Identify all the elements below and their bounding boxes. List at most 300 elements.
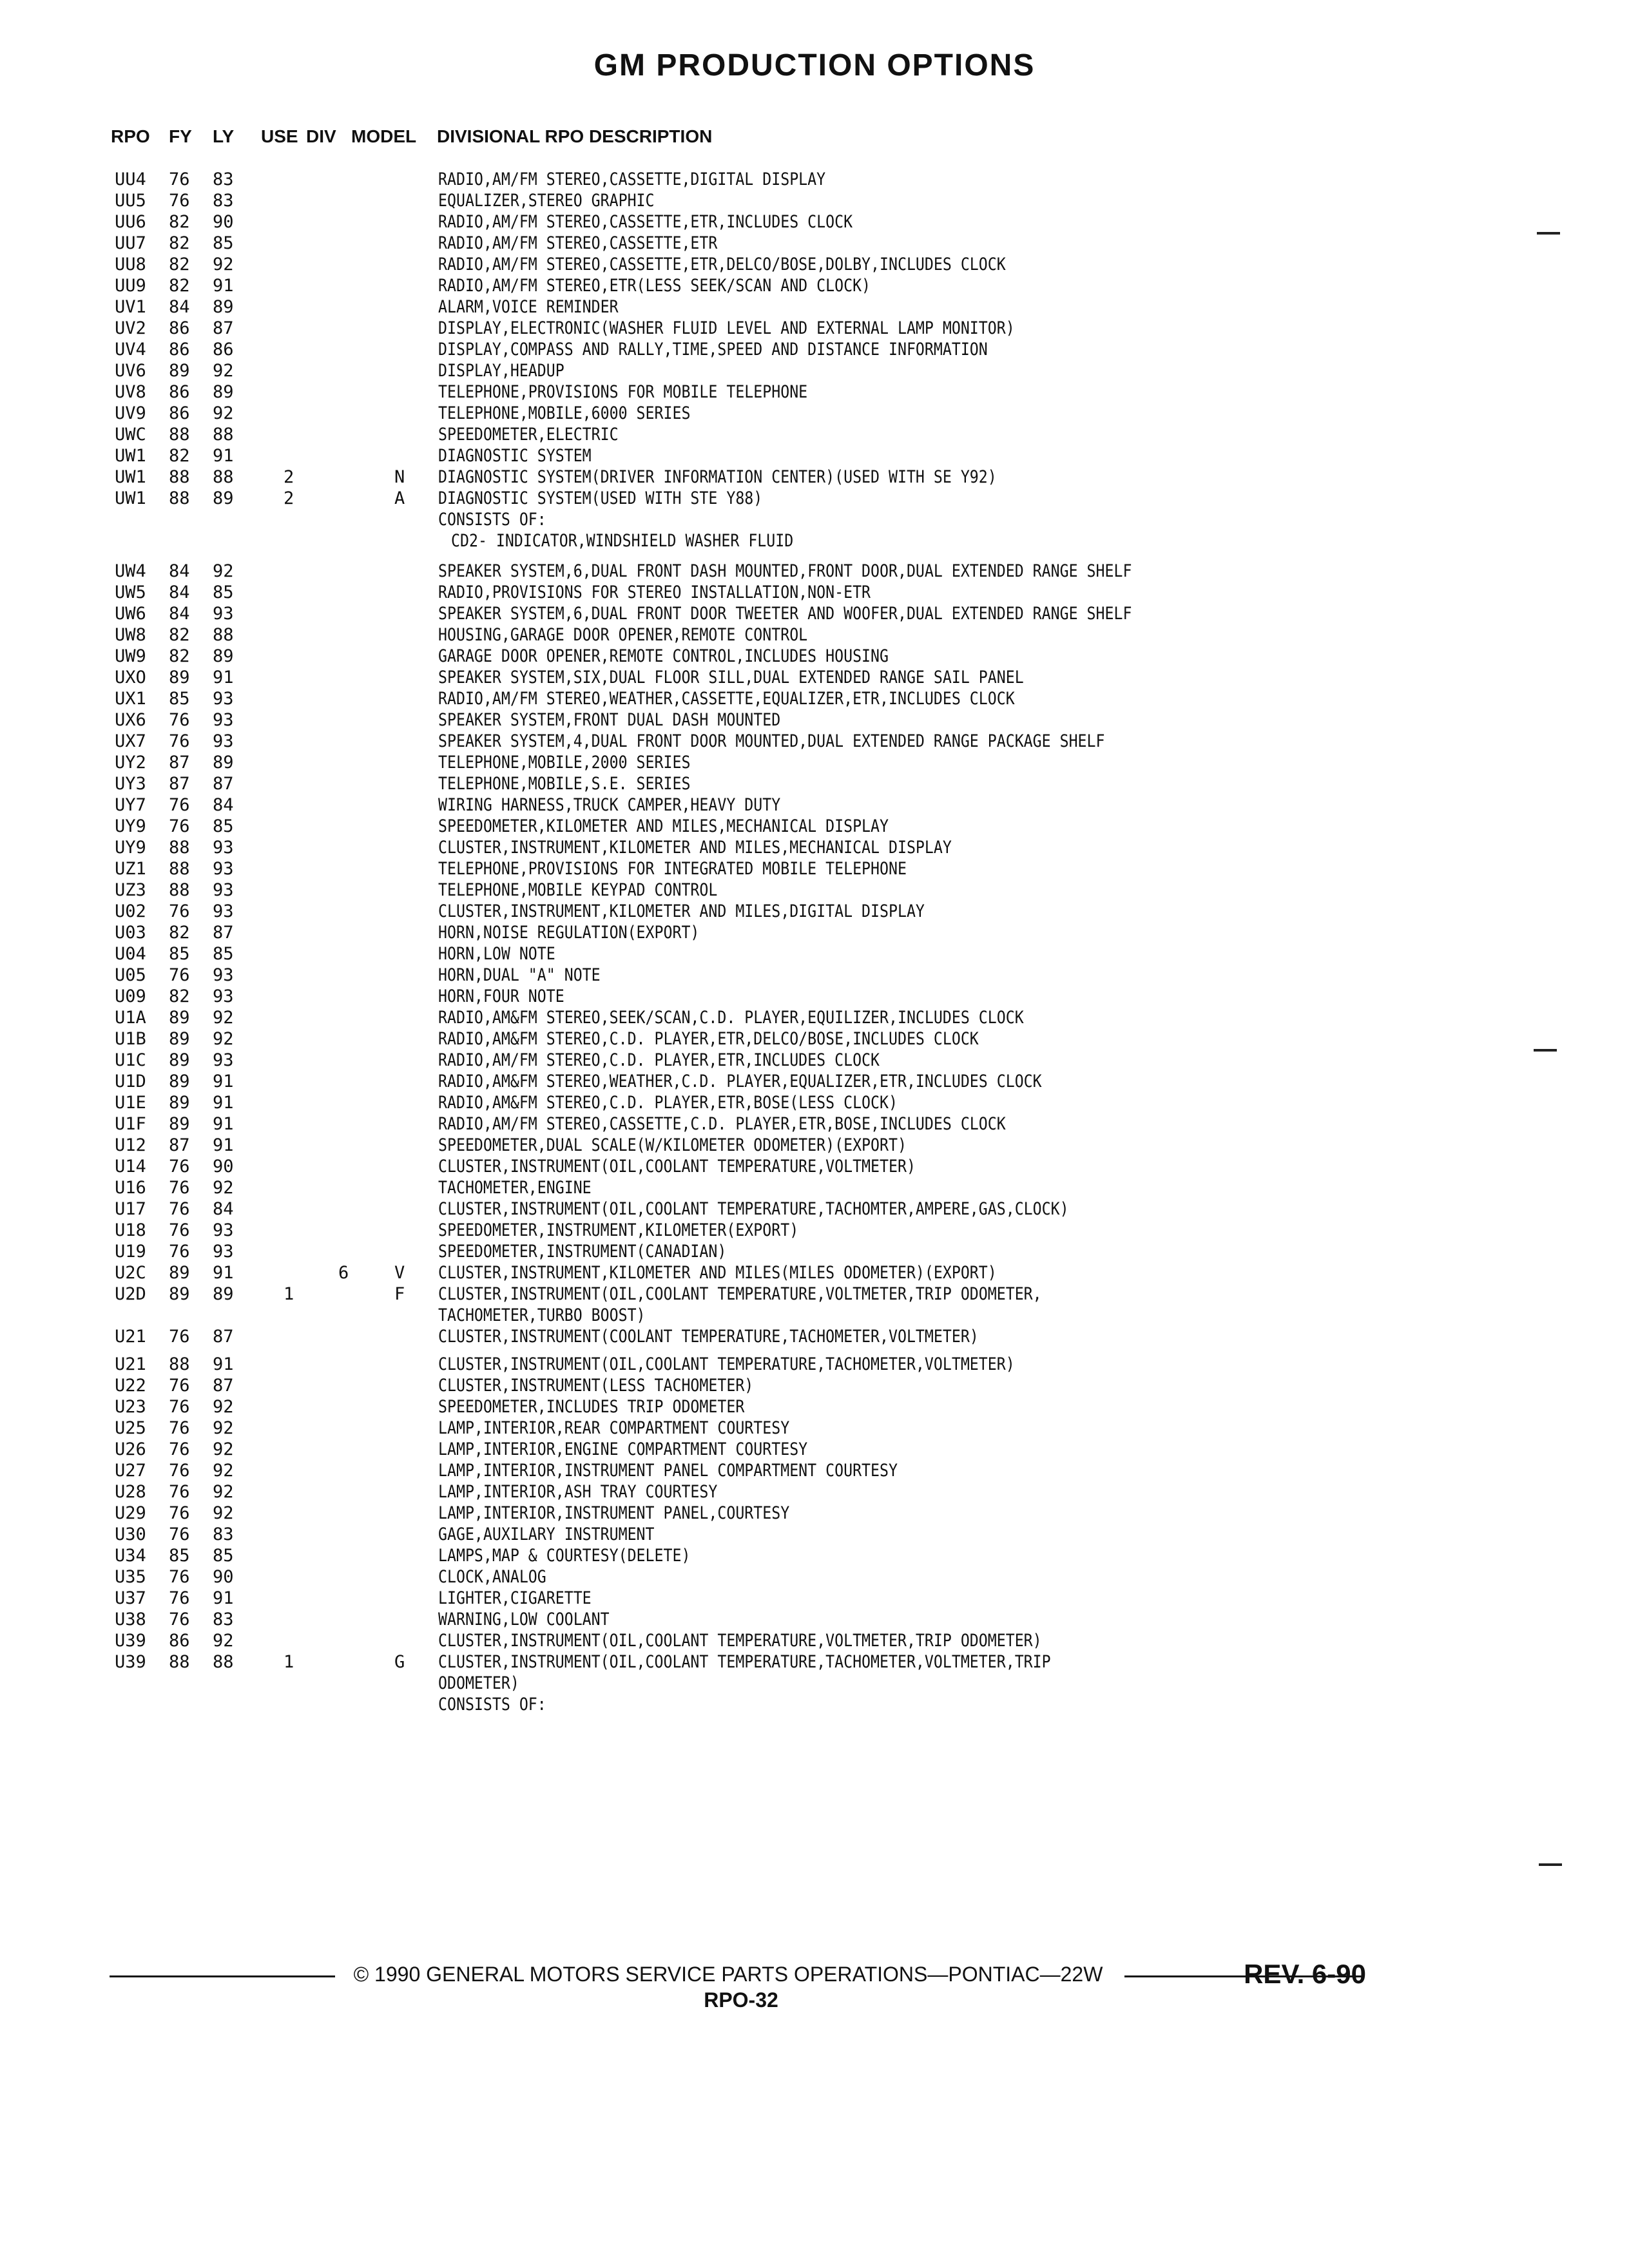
cell-ly: 90: [213, 212, 234, 232]
cell-rpo: UW1: [115, 467, 146, 487]
table-row: [0, 773, 1629, 794]
cell-fy: 76: [169, 1397, 190, 1417]
cell-use: 2: [284, 488, 294, 508]
cell-desc: RADIO,AM/FM STEREO,CASSETTE,C.D. PLAYER,ETR,BOSE,INCLUDES CLOCK: [438, 1114, 1006, 1134]
table-row: [0, 1028, 1629, 1050]
cell-rpo: UU8: [115, 255, 146, 274]
table-row: [0, 901, 1629, 922]
cell-fy: 89: [169, 1114, 190, 1134]
cell-rpo: UWC: [115, 425, 146, 445]
cell-rpo: U22: [115, 1376, 146, 1396]
cell-ly: 93: [213, 689, 234, 709]
cell-desc: WIRING HARNESS,TRUCK CAMPER,HEAVY DUTY: [438, 795, 781, 815]
cell-rpo: U39: [115, 1652, 146, 1672]
cell-model: N: [394, 467, 405, 487]
cell-rpo: U35: [115, 1567, 146, 1587]
cell-ly: 85: [213, 944, 234, 964]
cell-desc: TELEPHONE,MOBILE,S.E. SERIES: [438, 774, 691, 794]
cell-ly: 85: [213, 816, 234, 836]
cell-fy: 88: [169, 425, 190, 445]
cell-ly: 88: [213, 625, 234, 645]
cell-rpo: UW4: [115, 561, 146, 581]
cell-div: 6: [338, 1263, 349, 1283]
table-row: [0, 445, 1629, 466]
cell-rpo: UU5: [115, 191, 146, 211]
table-row: [0, 646, 1629, 667]
cell-rpo: UY9: [115, 816, 146, 836]
cell-desc: TACHOMETER,TURBO BOOST): [438, 1305, 646, 1325]
table-row: [0, 403, 1629, 424]
cell-fy: 76: [169, 1242, 190, 1262]
cell-desc: SPEAKER SYSTEM,6,DUAL FRONT DOOR TWEETER AND WOOFER,DUAL EXTENDED RANGE SHELF: [438, 604, 1132, 624]
cell-desc: LIGHTER,CIGARETTE: [438, 1588, 592, 1608]
cell-fy: 89: [169, 1029, 190, 1049]
cell-fy: 89: [169, 361, 190, 381]
column-header-rpo: RPO: [111, 126, 150, 146]
cell-ly: 83: [213, 1524, 234, 1544]
cell-fy: 89: [169, 1263, 190, 1283]
table-row: [0, 688, 1629, 709]
cell-ly: 92: [213, 361, 234, 381]
cell-rpo: U25: [115, 1418, 146, 1438]
cell-desc: DIAGNOSTIC SYSTEM: [438, 446, 592, 466]
cell-desc: SPEAKER SYSTEM,SIX,DUAL FLOOR SILL,DUAL EXTENDED RANGE SAIL PANEL: [438, 668, 1024, 687]
table-row: [0, 233, 1629, 254]
cell-ly: 91: [213, 1093, 234, 1113]
cell-rpo: UU9: [115, 276, 146, 296]
cell-desc: SPEAKER SYSTEM,FRONT DUAL DASH MOUNTED: [438, 710, 781, 730]
cell-fy: 88: [169, 1354, 190, 1374]
cell-desc: EQUALIZER,STEREO GRAPHIC: [438, 191, 655, 211]
page-number: RPO-32: [704, 1988, 778, 2012]
cell-ly: 92: [213, 403, 234, 423]
cell-desc: CONSISTS OF:: [438, 1695, 546, 1715]
cell-desc: CLUSTER,INSTRUMENT,KILOMETER AND MILES,DIGITAL DISPLAY: [438, 901, 925, 921]
cell-rpo: U1D: [115, 1072, 146, 1091]
cell-fy: 76: [169, 710, 190, 730]
cell-rpo: UZ1: [115, 859, 146, 879]
cell-desc: CLUSTER,INSTRUMENT(COOLANT TEMPERATURE,TACHOMETER,VOLTMETER): [438, 1327, 979, 1347]
table-row: [0, 466, 1629, 488]
table-row: [0, 254, 1629, 275]
cell-fy: 85: [169, 689, 190, 709]
cell-ly: 83: [213, 191, 234, 211]
cell-rpo: UW8: [115, 625, 146, 645]
cell-rpo: U38: [115, 1610, 146, 1629]
cell-ly: 93: [213, 710, 234, 730]
cell-ly: 92: [213, 1439, 234, 1459]
table-row: [0, 1566, 1629, 1588]
cell-fy: 88: [169, 488, 190, 508]
cell-desc: RADIO,AM/FM STEREO,CASSETTE,ETR,INCLUDES CLOCK: [438, 212, 853, 232]
table-row: [0, 1481, 1629, 1503]
cell-desc: CLUSTER,INSTRUMENT(OIL,COOLANT TEMPERATURE,VOLTMETER,TRIP ODOMETER,: [438, 1284, 1042, 1304]
cell-desc: RADIO,AM/FM STEREO,CASSETTE,ETR,DELCO/BOSE,DOLBY,INCLUDES CLOCK: [438, 255, 1006, 274]
cell-ly: 92: [213, 1418, 234, 1438]
cell-desc: RADIO,AM/FM STEREO,ETR(LESS SEEK/SCAN AND CLOCK): [438, 276, 871, 296]
table-row: [0, 1198, 1629, 1220]
cell-ly: 93: [213, 965, 234, 985]
cell-fy: 89: [169, 1072, 190, 1091]
cell-desc: HORN,NOISE REGULATION(EXPORT): [438, 923, 700, 943]
cell-fy: 76: [169, 1588, 190, 1608]
cell-desc: HORN,LOW NOTE: [438, 944, 555, 964]
cell-fy: 85: [169, 1546, 190, 1566]
cell-ly: 89: [213, 382, 234, 402]
cell-fy: 76: [169, 901, 190, 921]
cell-fy: 82: [169, 646, 190, 666]
cell-use: 1: [284, 1652, 294, 1672]
table-row: [0, 318, 1629, 339]
table-row: [0, 1007, 1629, 1028]
table-row: [0, 731, 1629, 752]
table-row: [0, 1375, 1629, 1396]
column-header-description: DIVISIONAL RPO DESCRIPTION: [437, 126, 713, 146]
cell-rpo: U28: [115, 1482, 146, 1502]
cell-fy: 84: [169, 604, 190, 624]
cell-desc: CLUSTER,INSTRUMENT,KILOMETER AND MILES(MILES ODOMETER)(EXPORT): [438, 1263, 997, 1283]
cell-rpo: U1E: [115, 1093, 146, 1113]
cell-ly: 85: [213, 582, 234, 602]
table-row: [0, 1305, 1629, 1326]
cell-rpo: U1F: [115, 1114, 146, 1134]
cell-fy: 88: [169, 838, 190, 858]
cell-fy: 88: [169, 467, 190, 487]
table-row: [0, 1156, 1629, 1177]
table-row: [0, 1092, 1629, 1113]
cell-fy: 76: [169, 1418, 190, 1438]
cell-ly: 89: [213, 646, 234, 666]
cell-ly: 88: [213, 425, 234, 445]
cell-model: A: [394, 488, 405, 508]
cell-rpo: U18: [115, 1220, 146, 1240]
table-row: [0, 1177, 1629, 1198]
page-title: GM PRODUCTION OPTIONS: [593, 48, 1036, 82]
table-row: [0, 1609, 1629, 1630]
cell-desc: RADIO,PROVISIONS FOR STEREO INSTALLATION,NON-ETR: [438, 582, 871, 602]
cell-desc: LAMP,INTERIOR,INSTRUMENT PANEL COMPARTMENT COURTESY: [438, 1461, 898, 1481]
cell-ly: 92: [213, 1503, 234, 1523]
cell-rpo: U37: [115, 1588, 146, 1608]
cell-model: G: [394, 1652, 405, 1672]
cell-fy: 76: [169, 795, 190, 815]
cell-use: 1: [284, 1284, 294, 1304]
cell-fy: 76: [169, 965, 190, 985]
cell-rpo: UW9: [115, 646, 146, 666]
cell-desc: SPEEDOMETER,INCLUDES TRIP ODOMETER: [438, 1397, 745, 1417]
cell-fy: 76: [169, 1567, 190, 1587]
cell-ly: 91: [213, 276, 234, 296]
cell-fy: 76: [169, 1157, 190, 1177]
cell-fy: 88: [169, 880, 190, 900]
cell-desc: CONSISTS OF:: [438, 510, 546, 530]
cell-ly: 89: [213, 297, 234, 317]
revision-label: REV. 6-90: [1244, 1959, 1366, 1989]
cell-desc: DIAGNOSTIC SYSTEM(USED WITH STE Y88): [438, 488, 763, 508]
cell-desc: LAMP,INTERIOR,INSTRUMENT PANEL,COURTESY: [438, 1503, 790, 1523]
cell-desc: WARNING,LOW COOLANT: [438, 1610, 610, 1629]
table-row: [0, 1524, 1629, 1545]
cell-ly: 87: [213, 318, 234, 338]
cell-rpo: UX7: [115, 731, 146, 751]
cell-fy: 89: [169, 1008, 190, 1028]
cell-rpo: UY9: [115, 838, 146, 858]
cell-desc: HOUSING,GARAGE DOOR OPENER,REMOTE CONTROL: [438, 625, 808, 645]
cell-rpo: UZ3: [115, 880, 146, 900]
cell-fy: 88: [169, 1652, 190, 1672]
table-row: [0, 965, 1629, 986]
cell-fy: 82: [169, 255, 190, 274]
cell-rpo: UW6: [115, 604, 146, 624]
cell-desc: DISPLAY,COMPASS AND RALLY,TIME,SPEED AND DISTANCE INFORMATION: [438, 340, 988, 360]
cell-fy: 88: [169, 859, 190, 879]
column-header-fy: FY: [169, 126, 192, 146]
table-row: [0, 943, 1629, 965]
table-row: [0, 879, 1629, 901]
table-row: [0, 1439, 1629, 1460]
cell-rpo: U26: [115, 1439, 146, 1459]
cell-fy: 89: [169, 1284, 190, 1304]
cell-model: V: [394, 1263, 405, 1283]
cell-ly: 92: [213, 1631, 234, 1651]
cell-desc: SPEEDOMETER,KILOMETER AND MILES,MECHANICAL DISPLAY: [438, 816, 889, 836]
table-row: [0, 1354, 1629, 1375]
table-row: [0, 1283, 1629, 1305]
cell-rpo: U29: [115, 1503, 146, 1523]
table-row: [0, 530, 1629, 552]
cell-rpo: UV6: [115, 361, 146, 381]
cell-ly: 92: [213, 1482, 234, 1502]
cell-desc: GARAGE DOOR OPENER,REMOTE CONTROL,INCLUDES HOUSING: [438, 646, 889, 666]
cell-fy: 76: [169, 1220, 190, 1240]
cell-model: F: [394, 1284, 405, 1304]
cell-rpo: UXO: [115, 668, 146, 687]
cell-rpo: U12: [115, 1135, 146, 1155]
cell-ly: 93: [213, 731, 234, 751]
table-row: [0, 509, 1629, 530]
cell-desc: SPEAKER SYSTEM,4,DUAL FRONT DOOR MOUNTED,DUAL EXTENDED RANGE PACKAGE SHELF: [438, 731, 1105, 751]
cell-rpo: U34: [115, 1546, 146, 1566]
cell-fy: 82: [169, 986, 190, 1006]
cell-ly: 90: [213, 1157, 234, 1177]
cell-ly: 83: [213, 1610, 234, 1629]
cell-fy: 76: [169, 1327, 190, 1347]
cell-desc: DIAGNOSTIC SYSTEM(DRIVER INFORMATION CENTER)(USED WITH SE Y92): [438, 467, 997, 487]
cell-rpo: U30: [115, 1524, 146, 1544]
copyright-notice: © 1990 GENERAL MOTORS SERVICE PARTS OPERATIONS—PONTIAC—22W: [353, 1963, 1103, 1986]
table-row: [0, 1326, 1629, 1347]
cell-ly: 91: [213, 446, 234, 466]
cell-desc: SPEAKER SYSTEM,6,DUAL FRONT DASH MOUNTED,FRONT DOOR,DUAL EXTENDED RANGE SHELF: [438, 561, 1132, 581]
cell-rpo: U02: [115, 901, 146, 921]
cell-desc: TELEPHONE,MOBILE,2000 SERIES: [438, 753, 691, 773]
cell-ly: 84: [213, 795, 234, 815]
cell-fy: 86: [169, 382, 190, 402]
cell-rpo: U2D: [115, 1284, 146, 1304]
table-row: [0, 922, 1629, 943]
cell-fy: 89: [169, 668, 190, 687]
cell-desc: LAMPS,MAP & COURTESY(DELETE): [438, 1546, 691, 1566]
cell-desc: RADIO,AM/FM STEREO,CASSETTE,ETR: [438, 233, 718, 253]
cell-rpo: U09: [115, 986, 146, 1006]
cell-desc: RADIO,AM/FM STEREO,CASSETTE,DIGITAL DISPLAY: [438, 169, 826, 189]
table-row: [0, 986, 1629, 1007]
cell-rpo: U05: [115, 965, 146, 985]
cell-fy: 76: [169, 1199, 190, 1219]
cell-desc: CLUSTER,INSTRUMENT(OIL,COOLANT TEMPERATURE,TACHOMETER,VOLTMETER): [438, 1354, 1015, 1374]
table-row: [0, 582, 1629, 603]
cell-ly: 93: [213, 859, 234, 879]
cell-rpo: U21: [115, 1327, 146, 1347]
cell-rpo: U2C: [115, 1263, 146, 1283]
cell-fy: 76: [169, 1524, 190, 1544]
cell-ly: 91: [213, 1114, 234, 1134]
cell-fy: 82: [169, 446, 190, 466]
cell-fy: 85: [169, 944, 190, 964]
table-row: [0, 1220, 1629, 1241]
table-row: [0, 488, 1629, 509]
cell-ly: 92: [213, 561, 234, 581]
cell-fy: 87: [169, 774, 190, 794]
cell-rpo: UV8: [115, 382, 146, 402]
cell-fy: 76: [169, 1439, 190, 1459]
cell-desc: ALARM,VOICE REMINDER: [438, 297, 619, 317]
cell-rpo: U27: [115, 1461, 146, 1481]
table-row: [0, 858, 1629, 879]
cell-desc: HORN,FOUR NOTE: [438, 986, 564, 1006]
cell-rpo: U19: [115, 1242, 146, 1262]
cell-ly: 93: [213, 986, 234, 1006]
cell-ly: 87: [213, 774, 234, 794]
cell-ly: 93: [213, 604, 234, 624]
table-row: [0, 1503, 1629, 1524]
cell-fy: 82: [169, 212, 190, 232]
cell-fy: 84: [169, 582, 190, 602]
cell-rpo: UY2: [115, 753, 146, 773]
cell-ly: 93: [213, 1050, 234, 1070]
cell-ly: 91: [213, 1354, 234, 1374]
cell-fy: 76: [169, 1482, 190, 1502]
cell-rpo: U21: [115, 1354, 146, 1374]
cell-rpo: U1C: [115, 1050, 146, 1070]
cell-desc: CLUSTER,INSTRUMENT(OIL,COOLANT TEMPERATURE,TACHOMETER,VOLTMETER,TRIP: [438, 1652, 1051, 1672]
cell-fy: 76: [169, 1376, 190, 1396]
cell-rpo: UY7: [115, 795, 146, 815]
table-row: [0, 211, 1629, 233]
cell-fy: 76: [169, 1503, 190, 1523]
cell-desc: DISPLAY,HEADUP: [438, 361, 564, 381]
rpo-table: [0, 169, 1629, 1715]
cell-fy: 82: [169, 276, 190, 296]
cell-desc: CLUSTER,INSTRUMENT(OIL,COOLANT TEMPERATURE,TACHOMTER,AMPERE,GAS,CLOCK): [438, 1199, 1069, 1219]
cell-desc: TELEPHONE,PROVISIONS FOR INTEGRATED MOBILE TELEPHONE: [438, 859, 907, 879]
cell-ly: 91: [213, 1263, 234, 1283]
cell-desc: CLOCK,ANALOG: [438, 1567, 546, 1587]
cell-ly: 93: [213, 1242, 234, 1262]
table-row: [0, 1050, 1629, 1071]
cell-desc: RADIO,AM&FM STEREO,SEEK/SCAN,C.D. PLAYER,EQUILIZER,INCLUDES CLOCK: [438, 1008, 1024, 1028]
cell-desc: LAMP,INTERIOR,ENGINE COMPARTMENT COURTESY: [438, 1439, 808, 1459]
cell-desc: RADIO,AM&FM STEREO,C.D. PLAYER,ETR,DELCO/BOSE,INCLUDES CLOCK: [438, 1029, 979, 1049]
cell-fy: 76: [169, 1610, 190, 1629]
table-row: [0, 190, 1629, 211]
cell-ly: 86: [213, 340, 234, 360]
cell-rpo: U03: [115, 923, 146, 943]
margin-mark: [1539, 1863, 1562, 1866]
cell-desc: CD2- INDICATOR,WINDSHIELD WASHER FLUID: [451, 531, 794, 551]
cell-ly: 89: [213, 488, 234, 508]
table-row: [0, 169, 1629, 190]
cell-desc: CLUSTER,INSTRUMENT(LESS TACHOMETER): [438, 1376, 754, 1396]
cell-desc: LAMP,INTERIOR,REAR COMPARTMENT COURTESY: [438, 1418, 790, 1438]
cell-ly: 85: [213, 233, 234, 253]
table-row: [0, 624, 1629, 646]
cell-desc: SPEEDOMETER,ELECTRIC: [438, 425, 619, 445]
table-row: [0, 1460, 1629, 1481]
table-row: [0, 381, 1629, 403]
table-row: [0, 794, 1629, 816]
cell-rpo: UV2: [115, 318, 146, 338]
cell-fy: 82: [169, 923, 190, 943]
column-header-model: MODEL: [351, 126, 417, 146]
cell-ly: 92: [213, 1008, 234, 1028]
table-row: [0, 360, 1629, 381]
column-header-ly: LY: [213, 126, 235, 146]
cell-desc: SPEEDOMETER,INSTRUMENT,KILOMETER(EXPORT): [438, 1220, 799, 1240]
cell-ly: 88: [213, 1652, 234, 1672]
cell-ly: 93: [213, 880, 234, 900]
table-row: [0, 1113, 1629, 1135]
cell-rpo: U17: [115, 1199, 146, 1219]
table-row: [0, 1418, 1629, 1439]
cell-fy: 82: [169, 625, 190, 645]
cell-rpo: UV9: [115, 403, 146, 423]
cell-ly: 84: [213, 1199, 234, 1219]
margin-mark: [1534, 1049, 1557, 1052]
column-header-div: DIV: [306, 126, 336, 146]
cell-desc: TELEPHONE,PROVISIONS FOR MOBILE TELEPHONE: [438, 382, 808, 402]
cell-ly: 92: [213, 255, 234, 274]
table-row: [0, 424, 1629, 445]
cell-desc: CLUSTER,INSTRUMENT,KILOMETER AND MILES,MECHANICAL DISPLAY: [438, 838, 952, 858]
cell-ly: 92: [213, 1461, 234, 1481]
cell-ly: 87: [213, 923, 234, 943]
table-row: [0, 1396, 1629, 1418]
margin-mark: [1537, 232, 1560, 235]
cell-ly: 91: [213, 1135, 234, 1155]
table-row: [0, 709, 1629, 731]
cell-ly: 89: [213, 753, 234, 773]
cell-rpo: UU4: [115, 169, 146, 189]
cell-desc: LAMP,INTERIOR,ASH TRAY COURTESY: [438, 1482, 718, 1502]
cell-ly: 83: [213, 169, 234, 189]
cell-ly: 93: [213, 1220, 234, 1240]
cell-rpo: UX6: [115, 710, 146, 730]
cell-rpo: U14: [115, 1157, 146, 1177]
table-row: [0, 1545, 1629, 1566]
cell-rpo: UW1: [115, 446, 146, 466]
cell-ly: 93: [213, 838, 234, 858]
cell-fy: 76: [169, 169, 190, 189]
cell-rpo: UU7: [115, 233, 146, 253]
column-header-use: USE: [261, 126, 298, 146]
cell-ly: 93: [213, 901, 234, 921]
table-row: [0, 603, 1629, 624]
cell-fy: 86: [169, 340, 190, 360]
table-row: [0, 667, 1629, 688]
cell-fy: 84: [169, 561, 190, 581]
cell-rpo: UV1: [115, 297, 146, 317]
